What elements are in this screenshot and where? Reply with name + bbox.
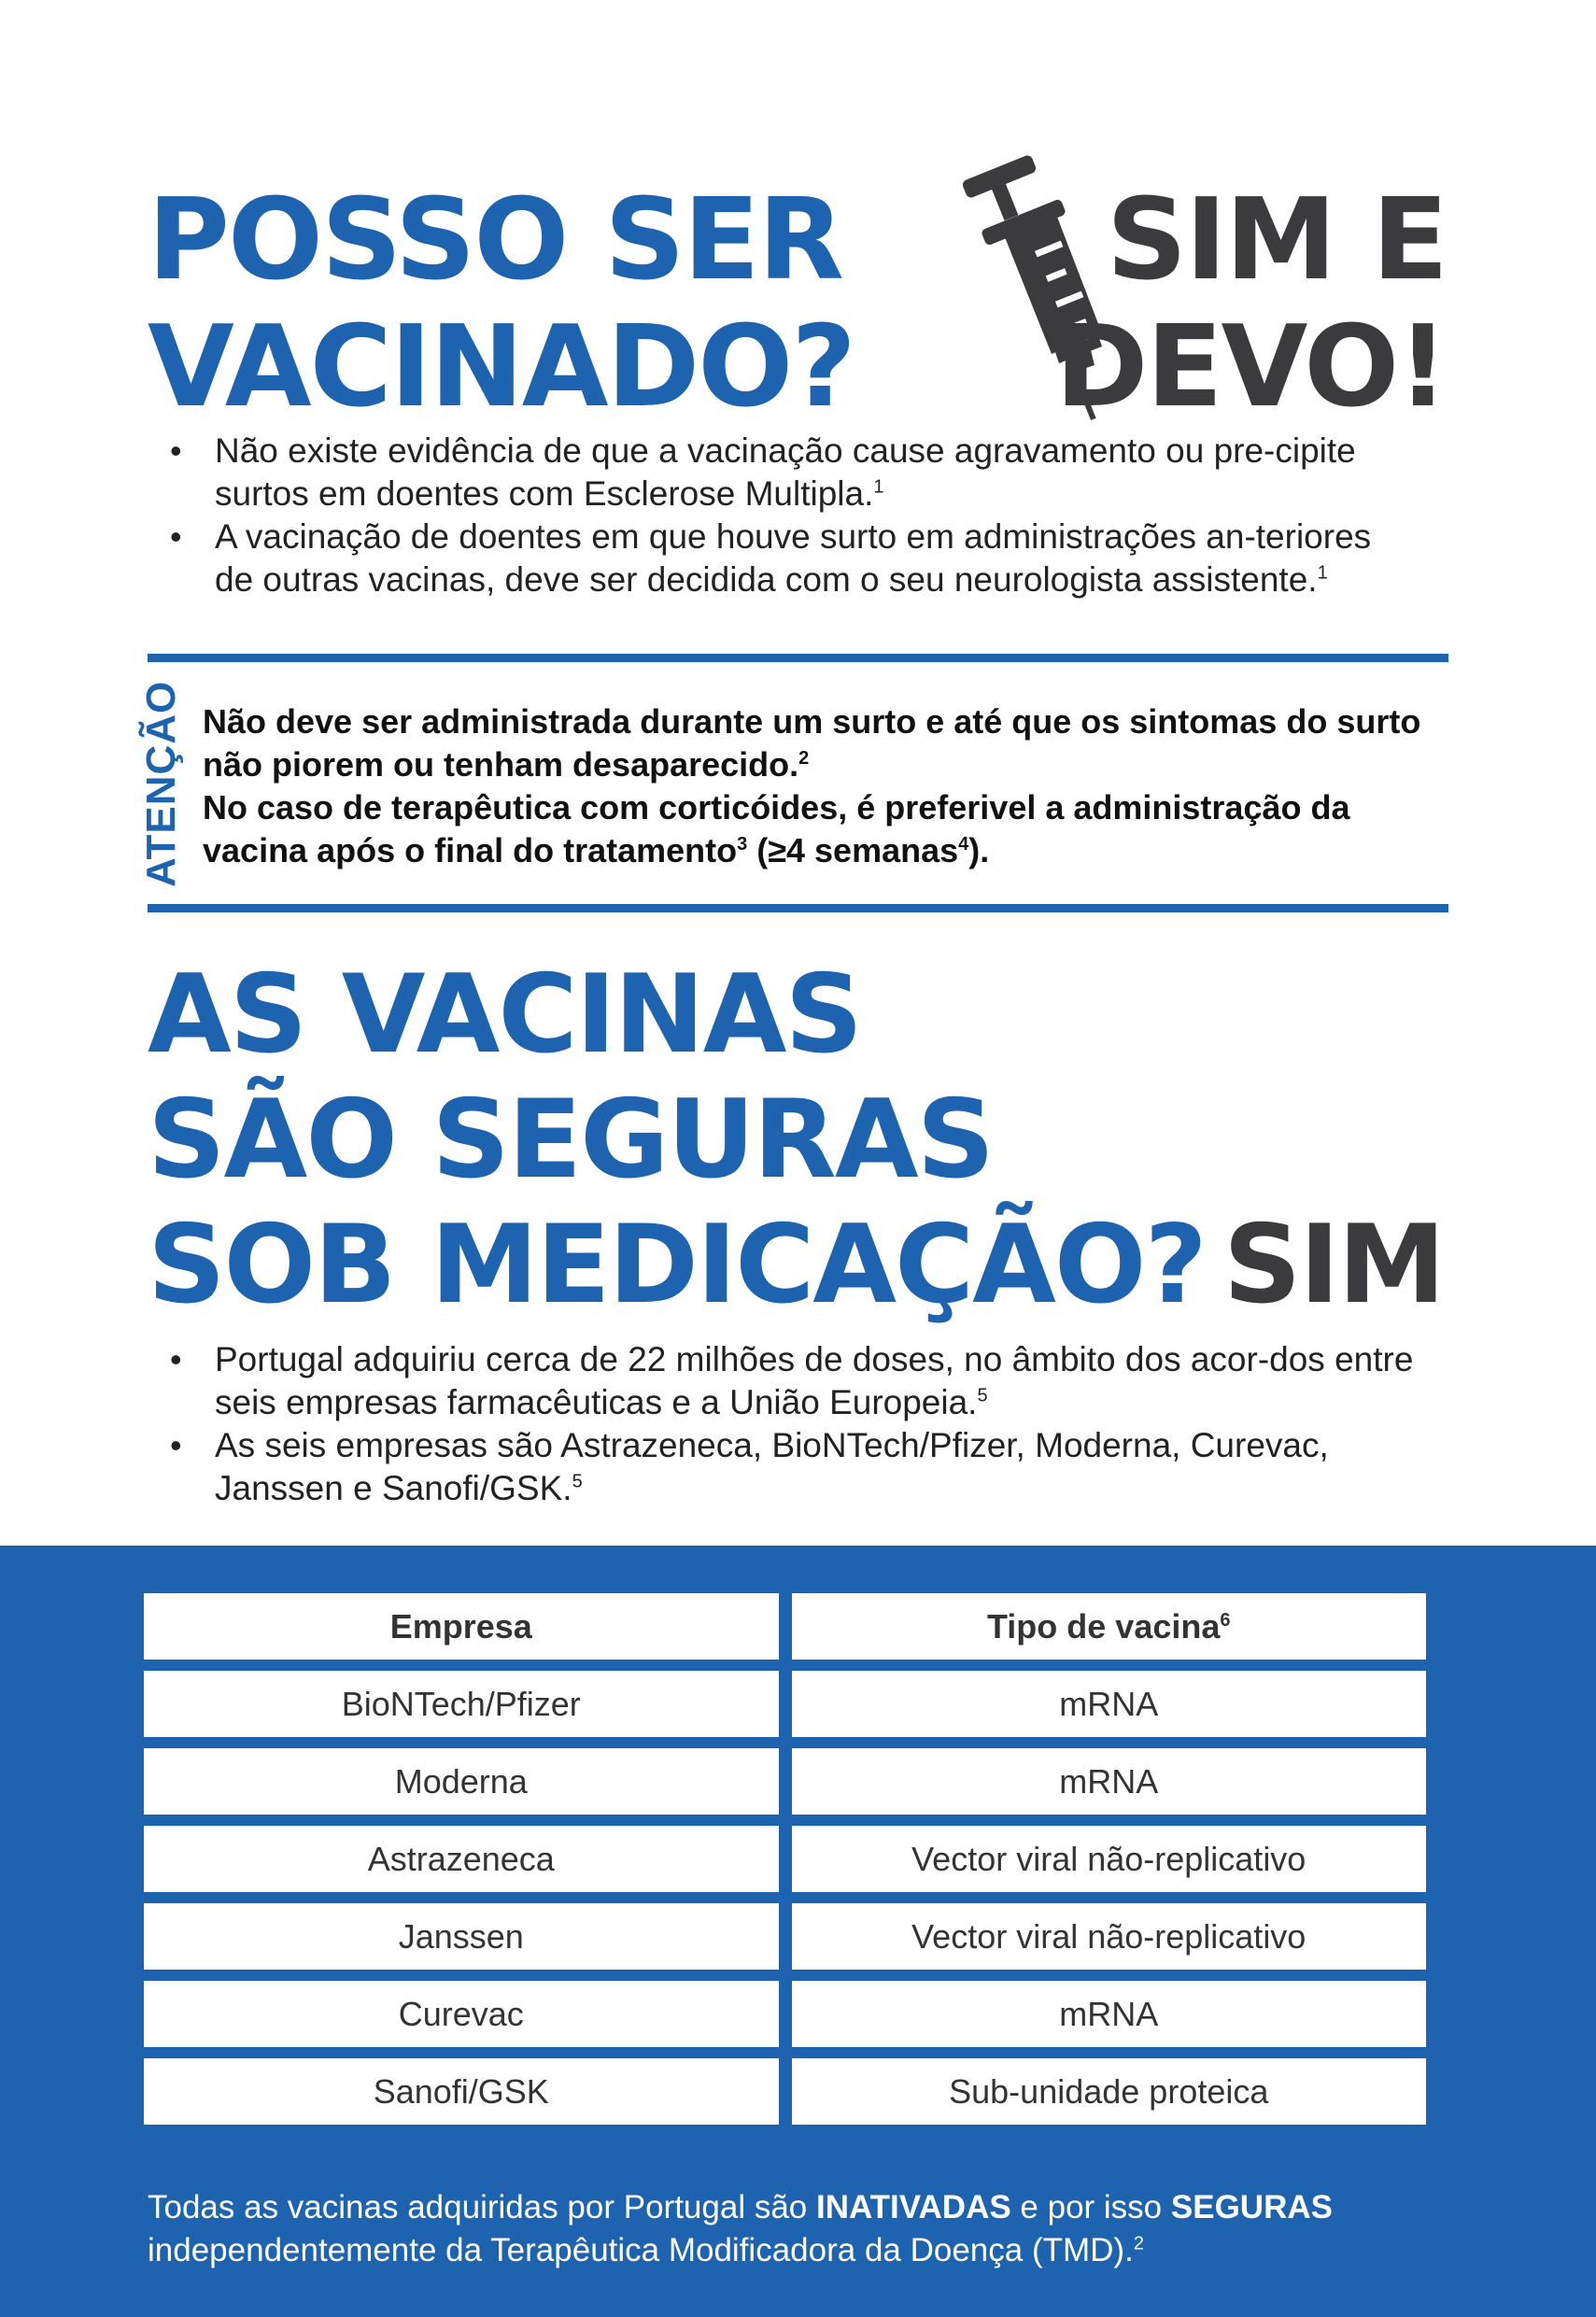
footer-text: independentemente da Terapêutica Modificadora da Doença (TMD). bbox=[148, 2232, 1134, 2268]
attention-text: No caso de terapêutica com corticóides, é preferivel a administração da vacina após o final do tratamento bbox=[203, 788, 1350, 869]
cell-company: Curevac bbox=[144, 1981, 779, 2047]
attention-line bbox=[203, 786, 1445, 872]
list-item bbox=[148, 430, 1418, 516]
reference-mark: 1 bbox=[873, 476, 884, 498]
headline-line: AS VACINAS bbox=[148, 952, 862, 1078]
reference-mark: 2 bbox=[1133, 2233, 1144, 2254]
table-row bbox=[144, 1748, 1426, 1815]
divider-top bbox=[148, 654, 1448, 662]
reference-mark: 2 bbox=[798, 748, 810, 769]
cell-company: Sanofi/GSK bbox=[144, 2058, 779, 2125]
reference-mark: 5 bbox=[977, 1385, 988, 1406]
bullet-list-vaccination bbox=[148, 430, 1418, 601]
footer-text: Todas as vacinas adquiridas por Portugal são bbox=[148, 2189, 816, 2225]
bullet-text: A vacinação de doentes em que houve surto em administrações an-teriores de outras vacinas, deve ser decidida com o seu neurologista assistente. bbox=[215, 517, 1372, 599]
cell-company: Moderna bbox=[144, 1748, 779, 1815]
headline-line: SOB MEDICAÇÃO? bbox=[148, 1202, 1206, 1328]
reference-mark: 6 bbox=[1220, 1609, 1231, 1631]
list-item bbox=[148, 1424, 1418, 1510]
table-row bbox=[144, 1903, 1426, 1970]
header-text: Tipo de vacina bbox=[986, 1606, 1221, 1646]
attention-label: ATENÇÃO bbox=[138, 680, 184, 887]
headline-vacinas-seguras bbox=[148, 953, 1206, 1328]
cell-type: mRNA bbox=[792, 1981, 1427, 2047]
attention-text: (≥4 semanas bbox=[747, 831, 959, 869]
cell-type: mRNA bbox=[792, 1748, 1427, 1815]
list-item bbox=[148, 1338, 1418, 1424]
bullet-list-vaccines bbox=[148, 1338, 1418, 1510]
cell-type: Sub-unidade proteica bbox=[792, 2058, 1427, 2125]
table-header-row bbox=[144, 1593, 1426, 1660]
footer-text: e por isso bbox=[1010, 2189, 1171, 2225]
header-text: Empresa bbox=[389, 1606, 532, 1646]
cell-company: Janssen bbox=[144, 1903, 779, 1970]
reference-mark: 1 bbox=[1317, 562, 1328, 584]
cell-type: Vector viral não-replicativo bbox=[792, 1826, 1427, 1892]
answer-sim: SIM bbox=[1222, 1202, 1444, 1328]
cell-company: BioNTech/Pfizer bbox=[144, 1671, 779, 1737]
headline-line: SÃO SEGURAS bbox=[148, 1077, 994, 1203]
reference-mark: 5 bbox=[572, 1471, 583, 1492]
reference-mark: 3 bbox=[737, 834, 748, 855]
attention-text: Não deve ser administrada durante um surto e até que os sintomas do surto não piorem ou tenham desaparecido. bbox=[203, 702, 1421, 784]
footer-emphasis: INATIVADAS bbox=[815, 2189, 1011, 2225]
headline-line: VACINADO? bbox=[148, 303, 854, 432]
divider-bottom bbox=[148, 904, 1448, 912]
table-row bbox=[144, 2058, 1426, 2125]
footer-emphasis: SEGURAS bbox=[1170, 2189, 1333, 2225]
answer-line: SIM E bbox=[1106, 176, 1447, 305]
cell-type: mRNA bbox=[792, 1671, 1427, 1737]
vaccine-table bbox=[131, 1582, 1439, 2136]
header-company bbox=[144, 1593, 779, 1660]
bullet-text: Não existe evidência de que a vacinação cause agravamento ou pre-cipite surtos em doentes com Esclerose Multipla. bbox=[215, 431, 1356, 513]
cell-company: Astrazeneca bbox=[144, 1826, 779, 1892]
answer-sim-e-devo bbox=[1055, 177, 1447, 431]
table-row bbox=[144, 1826, 1426, 1892]
list-item bbox=[148, 516, 1418, 601]
attention-text: ). bbox=[968, 831, 990, 869]
reference-mark: 4 bbox=[958, 834, 969, 855]
header-vaccine-type bbox=[792, 1593, 1427, 1660]
attention-box bbox=[203, 700, 1445, 872]
headline-line: POSSO SER bbox=[148, 176, 843, 305]
headline-posso-ser-vacinado bbox=[148, 177, 854, 431]
table-row bbox=[144, 1981, 1426, 2047]
attention-line bbox=[203, 700, 1445, 786]
answer-line: DEVO! bbox=[1054, 303, 1447, 432]
bullet-text: As seis empresas são Astrazeneca, BioNTech/Pfizer, Moderna, Curevac, Janssen e Sanofi/GSK. bbox=[215, 1426, 1329, 1507]
footer-note bbox=[148, 2186, 1455, 2272]
bullet-text: Portugal adquiriu cerca de 22 milhões de doses, no âmbito dos acor-dos entre seis empresas farmacêuticas e a União Europeia. bbox=[215, 1340, 1414, 1421]
table-row bbox=[144, 1671, 1426, 1737]
cell-type: Vector viral não-replicativo bbox=[792, 1903, 1427, 1970]
